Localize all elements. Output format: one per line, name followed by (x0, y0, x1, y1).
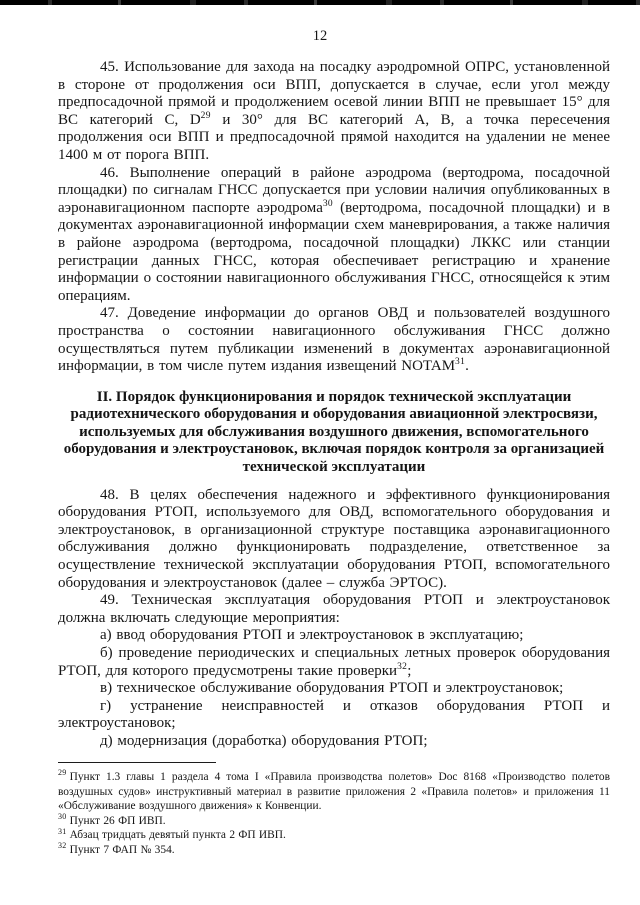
paragraph-48: 48. В целях обеспечения надежного и эффективного функционирования оборудования РТОП, используемого для ОВД, вспомогательного оборудования и электроустановок, в организационной структуре поставщика аэронавигационного обслуживания должно функционировать подразделение, ответственное за осуществление технической эксплуатации оборудования РТОП, вспомогательного оборудования и электроустановок (далее – служба ЭРТОС). (58, 486, 610, 591)
footnote-text: Пункт 7 ФАП № 354. (69, 843, 175, 856)
footnote-text: Абзац тридцать девятый пункта 2 ФП ИВП. (69, 829, 286, 842)
list-item-49-a: а) ввод оборудования РТОП и электроустановок в эксплуатацию; (100, 627, 524, 644)
footnote-number: 32 (58, 841, 67, 851)
scan-artifact-top-edge (0, 0, 640, 5)
section-heading-II: II. Порядок функционирования и порядок технической эксплуатации радиотехнического оборудования и оборудования авиационной электросвязи, используемых для обслуживания воздушного движения, вспомогательного оборудования и электроустановок, включая порядок контроля за организацией технической эксплуатации (63, 388, 605, 476)
footnote-32 (58, 843, 610, 858)
text-run: (вертодрома, посадочной площадки) и в документах аэронавигационной информации схем маневрирования, а также наличия в районе аэродрома (вертодрома, посадочной площадки) ЛККС или станции регистрации данных ГНСС, которая обеспечивает регистрацию и хранение информации о состоянии навигационного обслуживания ГНСС, относящейся к этим операциям. (58, 199, 610, 304)
footnote-29 (58, 770, 610, 814)
paragraph-46 (58, 165, 610, 306)
document-content (0, 45, 640, 751)
footnotes-section (58, 762, 610, 858)
footnote-ref-31: 31 (455, 357, 466, 368)
text-run: 45. Использование для захода на посадку аэродромной ОПРС, установленной в стороне от продолжения оси ВПП, допускается в случае, если угол между предпосадочной прямой и продолжением осевой линии ВПП не превышает 15° для ВС категорий C, D (58, 59, 610, 128)
text-run: 46. Выполнение операций в районе аэродрома (вертодрома, посадочной площадки) по сигналам ГНСС допускается при условии наличия опубликованных в аэронавигационном паспорте аэродрома (58, 164, 610, 216)
footnote-separator (58, 762, 216, 763)
footnote-ref-32: 32 (397, 661, 408, 672)
list-item-49-d: д) модернизация (доработка) оборудования РТОП; (100, 732, 428, 749)
list-item-49-b (58, 645, 610, 680)
page-number: 12 (312, 28, 328, 44)
footnote-text: Пункт 26 ФП ИВП. (69, 814, 166, 827)
footnote-ref-30: 30 (322, 198, 333, 209)
text-run: 47. Доведение информации до органов ОВД и пользователей воздушного пространства о состоянии навигационного обслуживания ГНСС должно осуществляться путем публикации изменений в документах аэронавигационной информации, в том числе путем издания извещений NOTAM (58, 305, 610, 375)
footnote-number: 29 (58, 768, 67, 778)
footnote-31 (58, 828, 610, 843)
paragraph-45 (58, 59, 610, 165)
footnote-ref-29: 29 (200, 110, 211, 121)
paragraph-49: 49. Техническая эксплуатация оборудования РТОП и электроустановок должна включать следующие мероприятия: (58, 592, 610, 626)
footnote-30 (58, 811, 610, 829)
text-run: б) проведение периодических и специальных летных проверок оборудования РТОП, для которого предусмотрены такие проверки (58, 645, 610, 679)
footnote-number: 30 (58, 811, 67, 821)
paragraph-47 (58, 305, 610, 375)
footnote-number: 31 (58, 826, 67, 836)
text-run: ; (407, 662, 412, 679)
footnote-text: Пункт 1.3 главы 1 раздела 4 тома I «Правила производства полетов» Doc 8168 «Производство полетов воздушных судов» инструктивный материал в развитие приложения 2 «Правила полетов» и приложения 11 «Обслуживание воздушного движения» к Конвенции. (58, 771, 610, 813)
text-run: и 30° для ВС категорий A, B, а точка пересечения продолжения оси ВПП и предпосадочной прямой находится на удалении не менее 1400 м от порога ВПП. (58, 111, 610, 163)
text-run: . (465, 358, 469, 375)
list-item-49-v: в) техническое обслуживание оборудования РТОП и электроустановок; (100, 680, 564, 697)
list-item-49-g: г) устранение неисправностей и отказов оборудования РТОП и электроустановок; (58, 697, 610, 732)
